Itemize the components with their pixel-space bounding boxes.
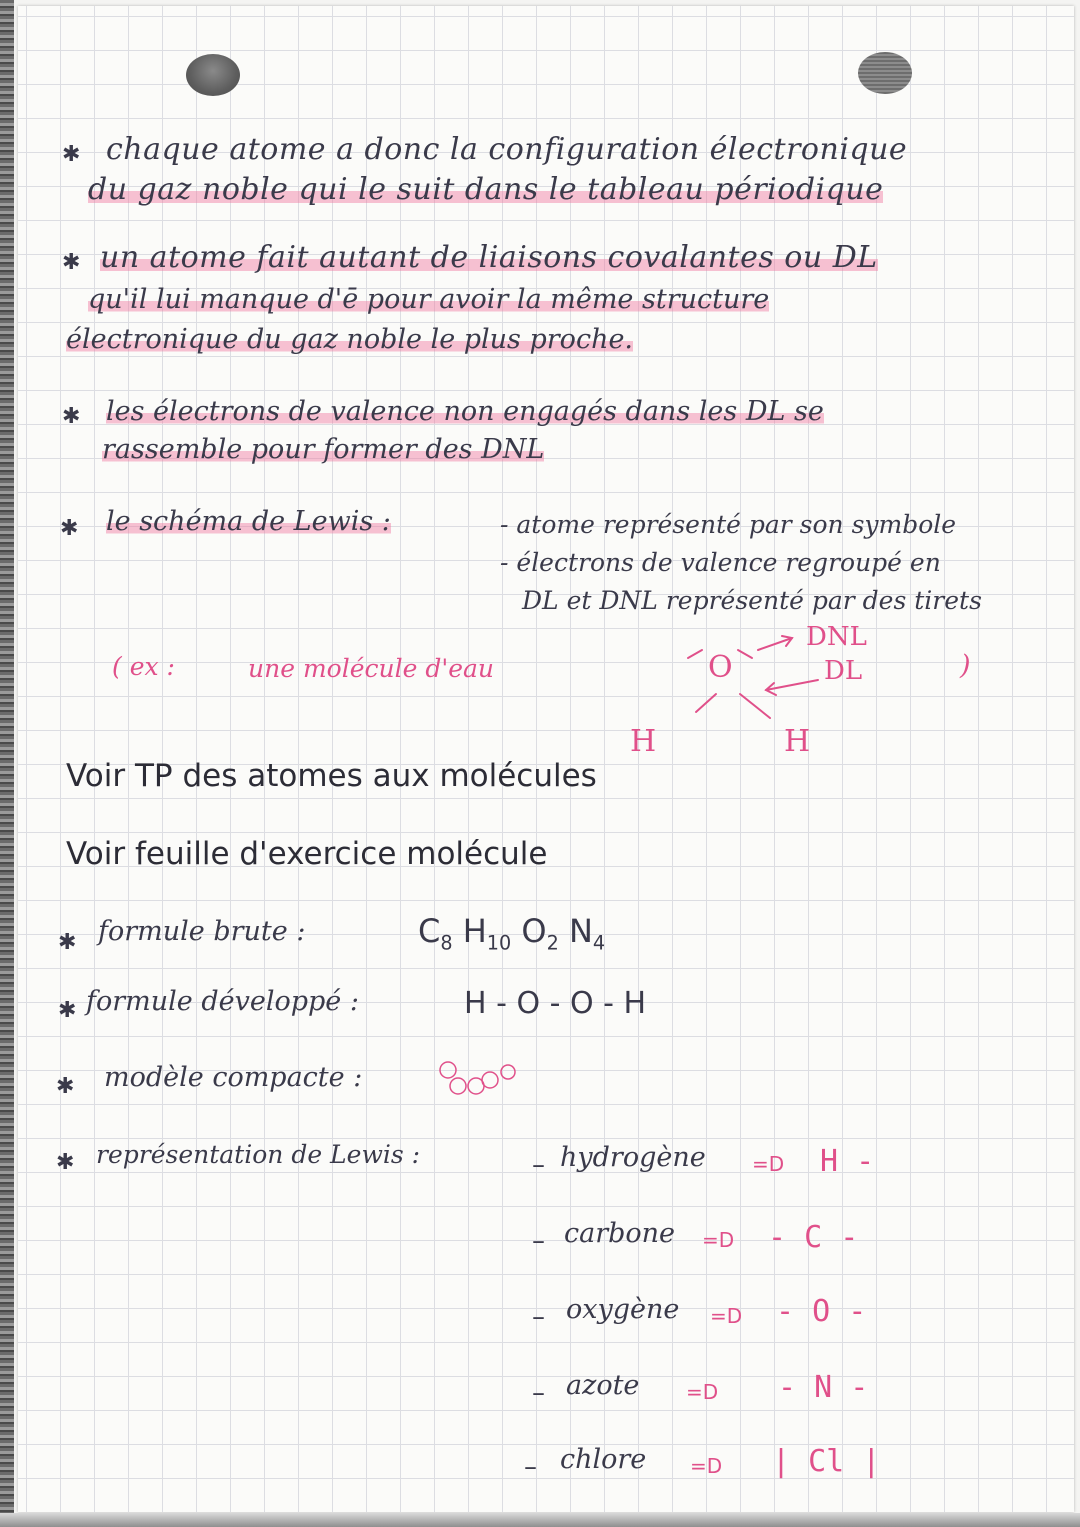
lewis-item-name: oxygène — [566, 1294, 680, 1325]
note-line — [106, 396, 824, 427]
note-line: DL et DNL représenté par des tirets — [522, 586, 982, 615]
formule-brute-label: formule brute : — [98, 916, 306, 947]
punch-hole-left — [186, 54, 240, 96]
note-line — [88, 284, 769, 315]
formule-brute: $C_8$ $H_{10}$ $O_2$ $N_4$ — [418, 912, 606, 955]
highlighted-text: du gaz noble qui le suit dans le tableau périodique — [88, 172, 884, 207]
bullet-star: ✱ — [62, 250, 81, 275]
page-bottom-edge — [0, 1513, 1080, 1527]
modele-label: modèle compacte : — [104, 1062, 363, 1093]
spiral-binding — [0, 0, 14, 1527]
arrow-dl — [766, 680, 818, 690]
example-label: ( ex : — [112, 652, 175, 681]
note-line: - atome représenté par son symbole — [500, 510, 957, 539]
bullet-star: ✱ — [58, 998, 77, 1023]
bullet-star: ✱ — [62, 142, 81, 167]
lewis-item-name: hydrogène — [560, 1142, 706, 1173]
lewis-symbol: - C - — [768, 1220, 859, 1255]
lewis-symbol: - O - — [776, 1294, 867, 1329]
highlighted-text: le schéma de Lewis : — [106, 506, 391, 537]
arrow-icon: =D — [690, 1454, 723, 1478]
arrow-icon: =D — [702, 1228, 735, 1252]
dnl-label: DNL — [806, 622, 867, 652]
lewis-label: représentation de Lewis : — [96, 1140, 421, 1169]
note-line — [88, 172, 883, 207]
note-line: - électrons de valence regroupé en — [500, 548, 941, 577]
dl-label: DL — [824, 656, 863, 686]
hydrogen-atom-left: H — [630, 724, 657, 759]
arrow-icon: =D — [752, 1152, 785, 1176]
bond-right — [740, 694, 770, 718]
note-line — [100, 240, 878, 275]
punch-hole-right — [858, 52, 912, 94]
lewis-symbol: - N - — [778, 1370, 869, 1405]
lewis-item-name: carbone — [564, 1218, 676, 1249]
note-line: chaque atome a donc la configuration électronique — [106, 132, 908, 167]
bullet-star: ✱ — [62, 404, 81, 429]
formule-dev-label: formule développé : — [86, 986, 359, 1017]
voir-feuille-line: Voir feuille d'exercice molécule — [66, 836, 548, 872]
compact-model-drawing — [436, 1058, 526, 1102]
example-close: ) — [960, 650, 971, 681]
example-text: une molécule d'eau — [248, 654, 495, 683]
highlighted-text: électronique du gaz noble le plus proche. — [66, 324, 634, 355]
highlighted-text: rassemble pour former des DNL — [102, 434, 545, 465]
bullet-star: ✱ — [56, 1074, 75, 1099]
highlighted-text: qu'il lui manque d'ē pour avoir la même structure — [88, 284, 770, 315]
note-line — [102, 434, 544, 465]
hydrogen-atom-right: H — [784, 724, 811, 759]
arrow-icon: =D — [686, 1380, 719, 1404]
lewis-symbol: | Cl | — [772, 1444, 881, 1479]
arrow-icon: =D — [710, 1304, 743, 1328]
highlighted-text: un atome fait autant de liaisons covalantes ou DL — [100, 240, 878, 275]
lewis-item-name: azote — [566, 1370, 640, 1401]
dnl-dash — [688, 650, 702, 658]
voir-tp-line: Voir TP des atomes aux molécules — [66, 758, 597, 794]
water-molecule-diagram — [620, 620, 920, 770]
highlighted-text: les électrons de valence non engagés dans les DL se — [106, 396, 824, 427]
lewis-symbol: H - — [820, 1144, 875, 1179]
note-line — [106, 506, 391, 537]
bullet-star: ✱ — [60, 516, 79, 541]
lewis-item-name: chlore — [560, 1444, 647, 1475]
bullet-star: ✱ — [58, 930, 77, 955]
bond-left — [696, 694, 716, 712]
formule-dev: H - O - O - H — [464, 986, 647, 1021]
note-line — [66, 324, 633, 355]
oxygen-atom: O — [708, 650, 733, 685]
dnl-dash — [738, 650, 752, 658]
bullet-star: ✱ — [56, 1150, 75, 1175]
